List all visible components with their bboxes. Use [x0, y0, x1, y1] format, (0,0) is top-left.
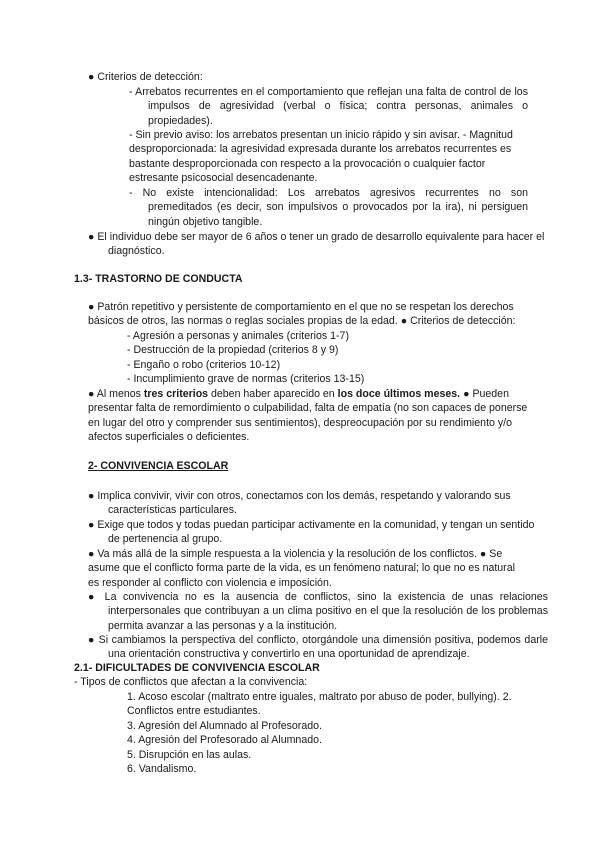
bullet: ● [88, 591, 99, 603]
criterio-item [129, 85, 528, 128]
convivencia-text: La convivencia no es la ausencia de conflictos, sino la existencia de unas relaciones interpersonales que contribuyan a un clima positivo en el que la resolución de los problemas permita avanzar a las personas y a la institución. [104, 591, 548, 632]
convivencia-text: Implica convivir, vivir con otros, conectamos con los demás, respetando y valorando sus características particulares. [97, 490, 511, 517]
convivencia-bullet [88, 547, 528, 590]
conflict-types-intro: - Tipos de conflictos que afectan a la convivencia: [74, 676, 308, 688]
list-item: - Engaño o robo (criterios 10-12) [127, 358, 281, 371]
criterio-item [129, 186, 528, 229]
convivencia-bullet [88, 633, 548, 662]
list-item: - Incumplimiento grave de normas (criterios 13-15) [127, 373, 365, 386]
criterio-item-text: - Sin previo aviso: los arrebatos presentan un inicio rápido y sin avisar. - Magnitud desproporcionada: la agresividad expresada durante los arrebatos recurrentes es bastante desproporcionada con respecto a la provocación o cualquier factor estresante psicosocial desencadenante. [129, 129, 513, 185]
criterio-item [129, 128, 528, 186]
bullet: ● [88, 548, 95, 560]
bullet: ● [88, 634, 96, 646]
bullet: ● [88, 71, 95, 83]
edad-paragraph [88, 230, 548, 259]
convivencia-bullet [88, 518, 548, 547]
list-item: - Agresión a personas y animales (criterios 1-7) [127, 330, 349, 342]
edad-text: El individuo debe ser mayor de 6 años o tener un grado de desarrollo equivalente para hacer el diagnóstico. [97, 231, 545, 258]
list-item: - Destrucción de la propiedad (criterios 8 y 9) [127, 344, 339, 357]
summary-bold: tres criterios [143, 388, 209, 400]
summary-bold: los doce últimos meses. [337, 388, 461, 400]
section-title-2-1: 2.1- DIFICULTADES DE CONVIVENCIA ESCOLAR [74, 662, 320, 674]
bullet: ● [88, 388, 95, 400]
bullet: ● [479, 548, 487, 560]
criterio-item-text: - No existe intencionalidad: Los arrebatos agresivos recurrentes no son premeditados (es decir, son impulsivos o provocados por la ira), ni persiguen ningún objetivo tangible. [129, 187, 528, 228]
bullet: ● [463, 388, 470, 400]
summary-text: Al menos [96, 388, 144, 400]
convivencia-text: Se asume que el conflicto forma parte de la vida, es un fenómeno natural; lo que no es natural es responder al conflicto con violencia e imposición. [88, 548, 515, 589]
list-item: 5. Disrupción en las aulas. [127, 748, 252, 761]
criterios-title: Criterios de detección: [97, 71, 203, 83]
conducta-paragraph [88, 300, 528, 329]
list-item: 1. Acoso escolar (maltrato entre iguales, maltrato por abuso de poder, bullying). 2. Conflictos entre estudiantes. [127, 691, 512, 718]
criterio-item-text: - Arrebatos recurrentes en el comportamiento que reflejan una falta de control de los impulsos de agresividad (verbal o física; contra personas, animales o propiedades). [129, 86, 528, 127]
conducta-text: Patrón repetitivo y persistente de comportamiento en el que no se respetan los derechos básicos de otros, las normas o reglas sociales propias de la edad. [88, 301, 514, 328]
section-title-2: 2- CONVIVENCIA ESCOLAR [88, 460, 229, 472]
conflict-types-list [127, 690, 528, 776]
bullet: ● [400, 315, 408, 328]
conducta-criterios-label: Criterios de detección: [410, 315, 516, 328]
summary-text: Pueden presentar falta de remordimiento o culpabilidad, falta de empatía (no son capaces de ponerse en lugar del otro y comprender sus sentimientos), despreocupación por su rendimiento y/o afectos superficiales o deficientes. [88, 388, 528, 444]
convivencia-text: Si cambiamos la perspectiva del conflicto, otorgándole una dimensión positiva, podemos darle una orientación constructiva y convertirlo en una oportunidad de aprendizaje. [98, 634, 548, 661]
list-item: 6. Vandalismo. [127, 763, 197, 776]
bullet: ● [88, 301, 95, 313]
convivencia-text: Va más allá de la simple respuesta a la violencia y la resolución de los conflictos. [97, 548, 477, 560]
section-title-1-3: 1.3- TRASTORNO DE CONDUCTA [74, 273, 243, 285]
convivencia-text: Exige que todos y todas puedan participar activamente en la comunidad, y tengan un sentido de pertenencia al grupo. [97, 519, 535, 546]
bullet: ● [88, 490, 95, 502]
criterios-heading [88, 70, 528, 84]
convivencia-bullet [88, 590, 548, 633]
list-item: 4. Agresión del Profesorado al Alumnado. [127, 734, 322, 747]
summary-text: deben haber aparecido en [208, 388, 338, 400]
bullet: ● [88, 519, 95, 531]
bullet: ● [88, 231, 95, 243]
conducta-criteria-list [127, 329, 527, 387]
conducta-summary [88, 387, 528, 445]
convivencia-bullet [88, 489, 548, 518]
list-item: 3. Agresión del Alumnado al Profesorado. [127, 719, 322, 732]
